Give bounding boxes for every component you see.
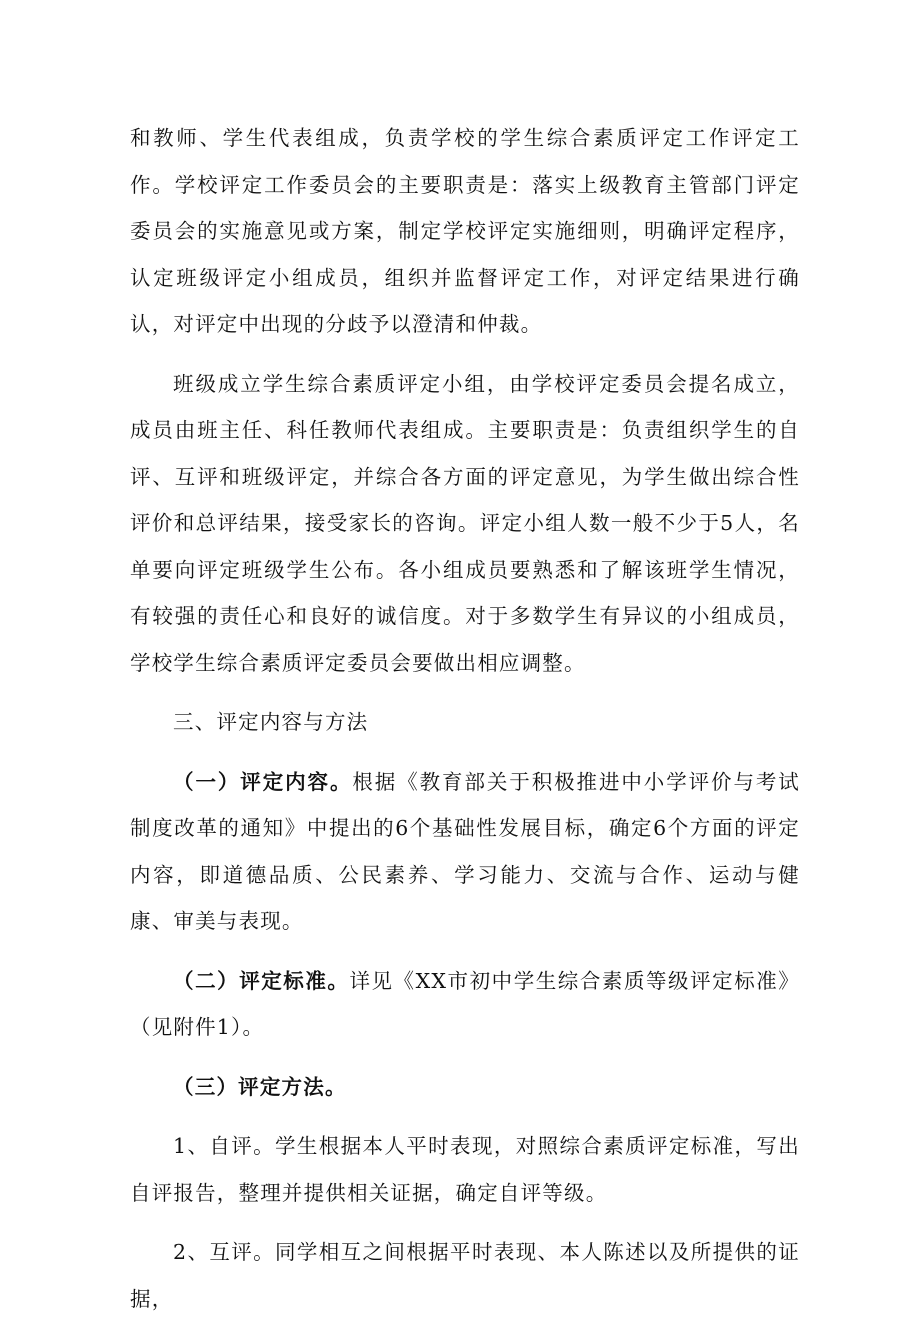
paragraph-committee-duties: 和教师、学生代表组成，负责学校的学生综合素质评定工作评定工作。学校评定工作委员会的主要职责是：落实上级教育主管部门评定委员会的实施意见或方案，制定学校评定实施细则，明确评定程序，认定班级评定小组成员，组织并监督评定工作，对评定结果进行确认，对评定中出现的分歧予以澄清和仲裁。 (130, 126, 800, 336)
section-heading-3: 三、评定内容与方法 (173, 710, 369, 734)
evaluation-content-text: 根据《教育部关于积极推进中小学评价与考试制度改革的通知》中提出的6个基础性发展目标，确定6个方面的评定内容，即道德品质、公民素养、学习能力、交流与合作、运动与健康、审美与表现。 (130, 769, 801, 933)
paragraph-class-group: 班级成立学生综合素质评定小组，由学校评定委员会提名成立，成员由班主任、科任教师代表组成。主要职责是：负责组织学生的自评、互评和班级评定，并综合各方面的评定意见，为学生做出综合性评价和总评结果，接受家长的咨询。评定小组人数一般不少于5人，名单要向评定班级学生公布。各小组成员要熟悉和了解该班学生情况，有较强的责任心和良好的诚信度。对于多数学生有异议的小组成员，学校学生综合素质评定委员会要做出相应调整。 (130, 371, 800, 675)
subheading-evaluation-content: （一）评定内容。 (173, 769, 353, 794)
subheading-evaluation-method: （三）评定方法。 (173, 1074, 347, 1099)
paragraph-evaluation-standard (130, 958, 800, 1051)
paragraph-self-evaluation: 1、自评。学生根据本人平时表现，对照综合素质评定标准，写出自评报告，整理并提供相关证据，确定自评等级。 (130, 1134, 800, 1205)
paragraph-peer-evaluation: 2、互评。同学相互之间根据平时表现、本人陈述以及所提供的证据， (130, 1240, 800, 1311)
paragraph-evaluation-content (130, 759, 800, 945)
document-body (130, 115, 800, 1322)
subheading-evaluation-standard: （二）评定标准。 (173, 968, 350, 993)
evaluation-standard-text: 详见《XX市初中学生综合素质等级评定标准》（见附件1）。 (130, 968, 800, 1039)
